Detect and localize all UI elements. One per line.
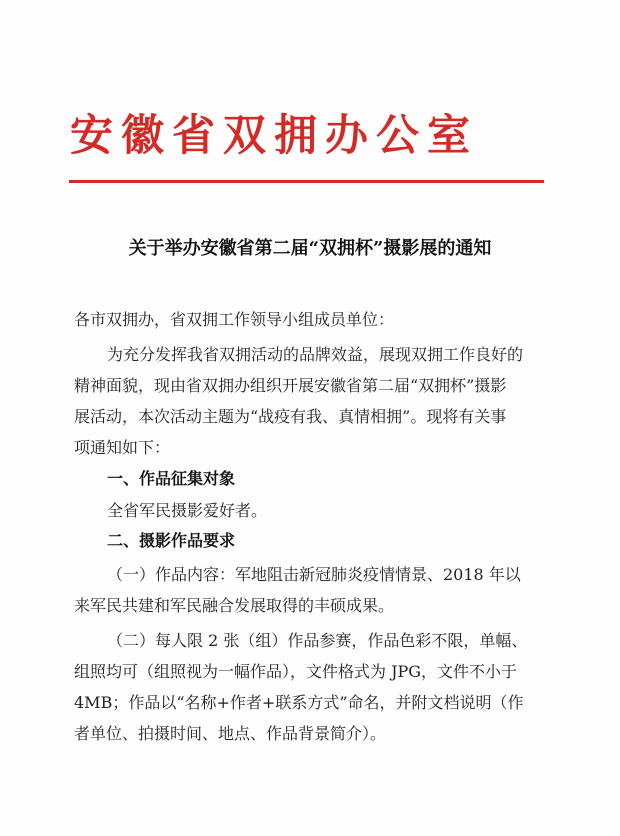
section-heading: 一、作品征集对象 — [107, 469, 236, 488]
section-heading: 二、摄影作品要求 — [107, 531, 236, 550]
intro-line: 为充分发挥我省双拥活动的品牌效益，展现双拥工作良好的 — [107, 345, 524, 364]
intro-line: 项通知如下： — [74, 438, 171, 457]
requirement-line: 者单位、拍摄时间、地点、作品背景简介）。 — [74, 724, 387, 743]
intro-line: 精神面貌，现由省双拥办组织开展安徽省第二届“双拥杯”摄影 — [74, 376, 507, 395]
notice-title: 关于举办安徽省第二届“双拥杯”摄影展的通知 — [128, 238, 492, 259]
section-text: 全省军民摄影爱好者。 — [107, 501, 268, 520]
requirement-line: （二）每人限 2 张（组）作品参赛，作品色彩不限，单幅、 — [107, 631, 528, 650]
letterhead-org-name: 安徽省双拥办公室 — [70, 111, 478, 161]
requirement-line: 组照均可（组照视为一幅作品），文件格式为 JPG，文件不小于 — [74, 662, 518, 681]
salutation: 各市双拥办，省双拥工作领导小组成员单位： — [74, 310, 395, 329]
requirement-line: 4MB；作品以“名称+作者+联系方式”命名，并附文档说明（作 — [74, 693, 524, 712]
requirement-line: （一）作品内容：军地阻击新冠肺炎疫情情景、2018 年以 — [107, 565, 521, 584]
requirement-line: 来军民共建和军民融合发展取得的丰硕成果。 — [74, 596, 395, 615]
intro-line: 展活动，本次活动主题为“战疫有我、真情相拥”。现将有关事 — [74, 407, 507, 426]
letterhead-red-divider — [69, 180, 544, 183]
